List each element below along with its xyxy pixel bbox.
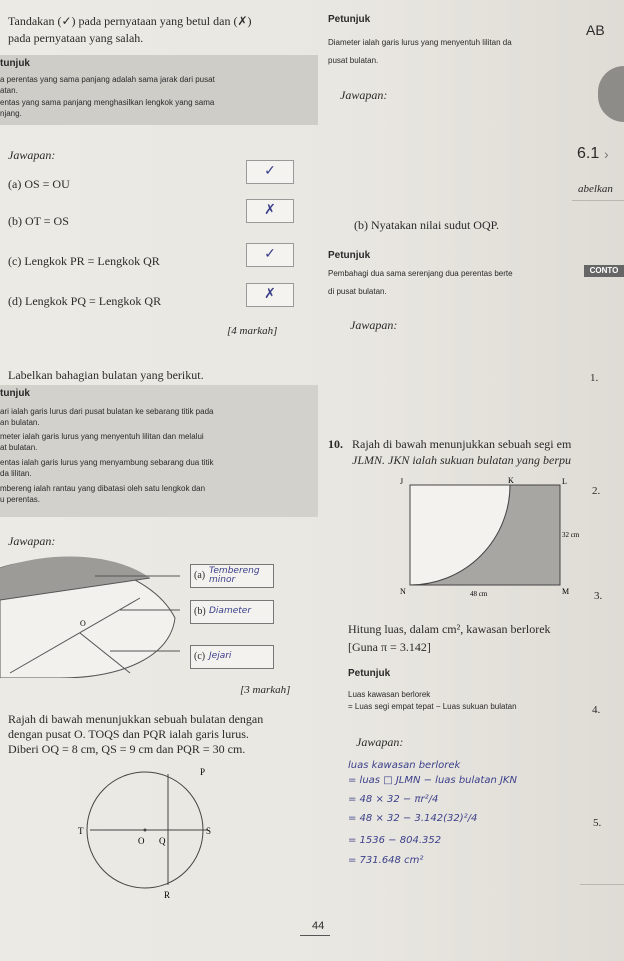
label-c-prefix: (c) [194,651,206,662]
statement-a: (a) OS = OU [8,177,70,191]
page-number-underline [300,935,330,936]
label-c-handwriting: Jejari [209,651,232,661]
circle-diagram-toqs [60,765,240,905]
side-num-3: 3. [594,590,603,602]
point-l: L [562,477,567,486]
petunjuk-title-1: Petunjuk [328,14,371,25]
t2-line-1: ari ialah garis lurus dari pusat bulatan ke sebarang titik pada [0,407,214,416]
side-32cm: 32 cm [562,531,580,539]
work-line-6: = 731.648 cm² [348,855,424,866]
point-k: K [508,476,514,485]
answer-box-a[interactable] [246,160,294,184]
statement-b: (b) OT = OS [8,214,69,228]
center-dot [144,829,147,832]
side-num-2: 2. [592,485,601,497]
side-48cm: 48 cm [470,590,488,598]
point-r: R [164,890,171,900]
page-number: 44 [312,920,325,932]
tunjuk-line-3: entas yang sama panjang menghasilkan lengkok yang sama [0,98,215,107]
label-answer-c[interactable] [190,645,274,669]
work-line-4: = 48 × 32 − 3.142(32)²/4 [348,813,478,824]
label-answer-b[interactable] [190,600,274,624]
t2-line-4: at bulatan. [0,443,38,452]
q-text-2: dengan pusat O. TOQS dan PQR ialah garis lurus. [8,727,249,741]
divider [580,884,624,885]
section-tab-shape [598,66,624,122]
question-b: (b) Nyatakan nilai sudut OQP. [354,218,499,232]
tunjuk2-title: tunjuk [0,388,30,399]
hitung-text: Hitung luas, dalam cm², kawasan berlorek [348,622,551,636]
chevron-right-icon: › [604,146,609,162]
petunjuk-title-2: Petunjuk [328,250,371,261]
point-m: M [562,587,570,596]
tunjuk-title: tunjuk [0,58,30,69]
tunjuk-line-4: njang. [0,109,22,118]
t2-line-6: da lilitan. [0,469,32,478]
cross-mark: ✗ [264,287,276,302]
q-text-3: Diberi OQ = 8 cm, QS = 9 cm dan PQR = 30 cm. [8,742,246,756]
intro-line-1: Tandakan (✓) pada pernyataan yang betul dan (✗) [8,14,252,28]
side-num-5: 5. [593,817,602,829]
statement-c: (c) Lengkok PR = Lengkok QR [8,254,160,268]
petunjuk2-line-2: di pusat bulatan. [328,287,387,296]
petunjuk1-line-2: pusat bulatan. [328,56,379,65]
t2-line-3: meter ialah garis lurus yang menyentuh lilitan dan melalui [0,432,204,441]
label-a-handwriting: Tembereng minor [209,566,260,585]
point-n: N [400,587,406,596]
tunjuk-line-1: a perentas yang sama panjang adalah sama jarak dari pusat [0,75,215,84]
q10-line-2: JLMN. JKN ialah sukuan bulatan yang berpu [352,453,571,467]
t2-line-7: mbereng ialah rantau yang dibatasi oleh satu lengkok dan [0,484,206,493]
tab-ab: AB [586,22,605,38]
q-text-1: Rajah di bawah menunjukkan sebuah bulatan dengan [8,712,264,726]
point-p: P [200,767,206,777]
work-line-5: = 1536 − 804.352 [348,835,442,846]
side-tab-label: abelkan [578,183,613,195]
answer-box-d[interactable] [246,283,294,307]
jawapan-label-r3: Jawapan: [356,735,404,749]
t2-line-5: entas ialah garis lurus yang menyambung sebarang dua titik [0,458,214,467]
t2-line-2: an bulatan. [0,418,40,427]
t2-line-8: u perentas. [0,495,41,504]
cross-mark: ✗ [264,203,276,218]
circle-diagram-label [0,548,180,678]
point-t: T [78,826,84,836]
intro-line-2: pada pernyataan yang salah. [8,31,144,45]
tunjuk-panel [0,55,318,125]
tick-mark: ✓ [264,164,276,179]
point-j: J [400,477,404,486]
side-num-4: 4. [592,704,601,716]
jawapan-label-r2: Jawapan: [350,318,398,332]
point-q: Q [159,836,166,846]
tunjuk-panel-2 [0,385,318,517]
work-line-2: = luas □ JLMN − luas bulatan JKN [348,775,517,786]
markah-label-1: [4 markah] [227,325,278,337]
markah-label-2: [3 markah] [240,684,291,696]
label-b-prefix: (b) [194,606,206,617]
point-o: O [138,836,145,846]
petunjuk-title-3: Petunjuk [348,668,391,679]
petunjuk3-line-1: Luas kawasan berlorek [348,690,431,699]
side-num-1: 1. [590,372,599,384]
label-question: Labelkan bahagian bulatan yang berikut. [8,368,204,382]
statement-d: (d) Lengkok PQ = Lengkok QR [8,294,162,308]
work-line-1: luas kawasan berlorek [348,760,461,771]
divider [572,200,624,201]
center-label-o: O [80,619,86,628]
petunjuk2-line-1: Pembahagi dua sama serenjang dua perentas berte [328,269,513,278]
work-line-3: = 48 × 32 − πr²/4 [348,794,439,805]
label-answer-a[interactable] [190,564,274,588]
guna-pi: [Guna π = 3.142] [348,640,431,654]
label-a-prefix: (a) [194,570,206,581]
label-b-handwriting: Diameter [209,606,252,616]
rectangle-figure [390,475,580,605]
point-s: S [206,826,212,836]
q10-number: 10. [328,437,343,451]
tick-mark: ✓ [264,247,276,262]
answer-box-b[interactable] [246,199,294,223]
q10-line-1: Rajah di bawah menunjukkan sebuah segi em [352,437,572,451]
jawapan-label-2: Jawapan: [8,534,56,548]
answer-box-c[interactable] [246,243,294,267]
section-number: 6.1 [577,145,600,162]
contoh-badge: CONTO [584,265,624,277]
jawapan-label-r1: Jawapan: [340,88,388,102]
petunjuk3-line-2: = Luas segi empat tepat − Luas sukuan bulatan [348,702,517,711]
tunjuk-line-2: atan. [0,86,18,95]
petunjuk1-line-1: Diameter ialah garis lurus yang menyentuh lilitan da [328,38,512,47]
jawapan-label: Jawapan: [8,148,56,162]
